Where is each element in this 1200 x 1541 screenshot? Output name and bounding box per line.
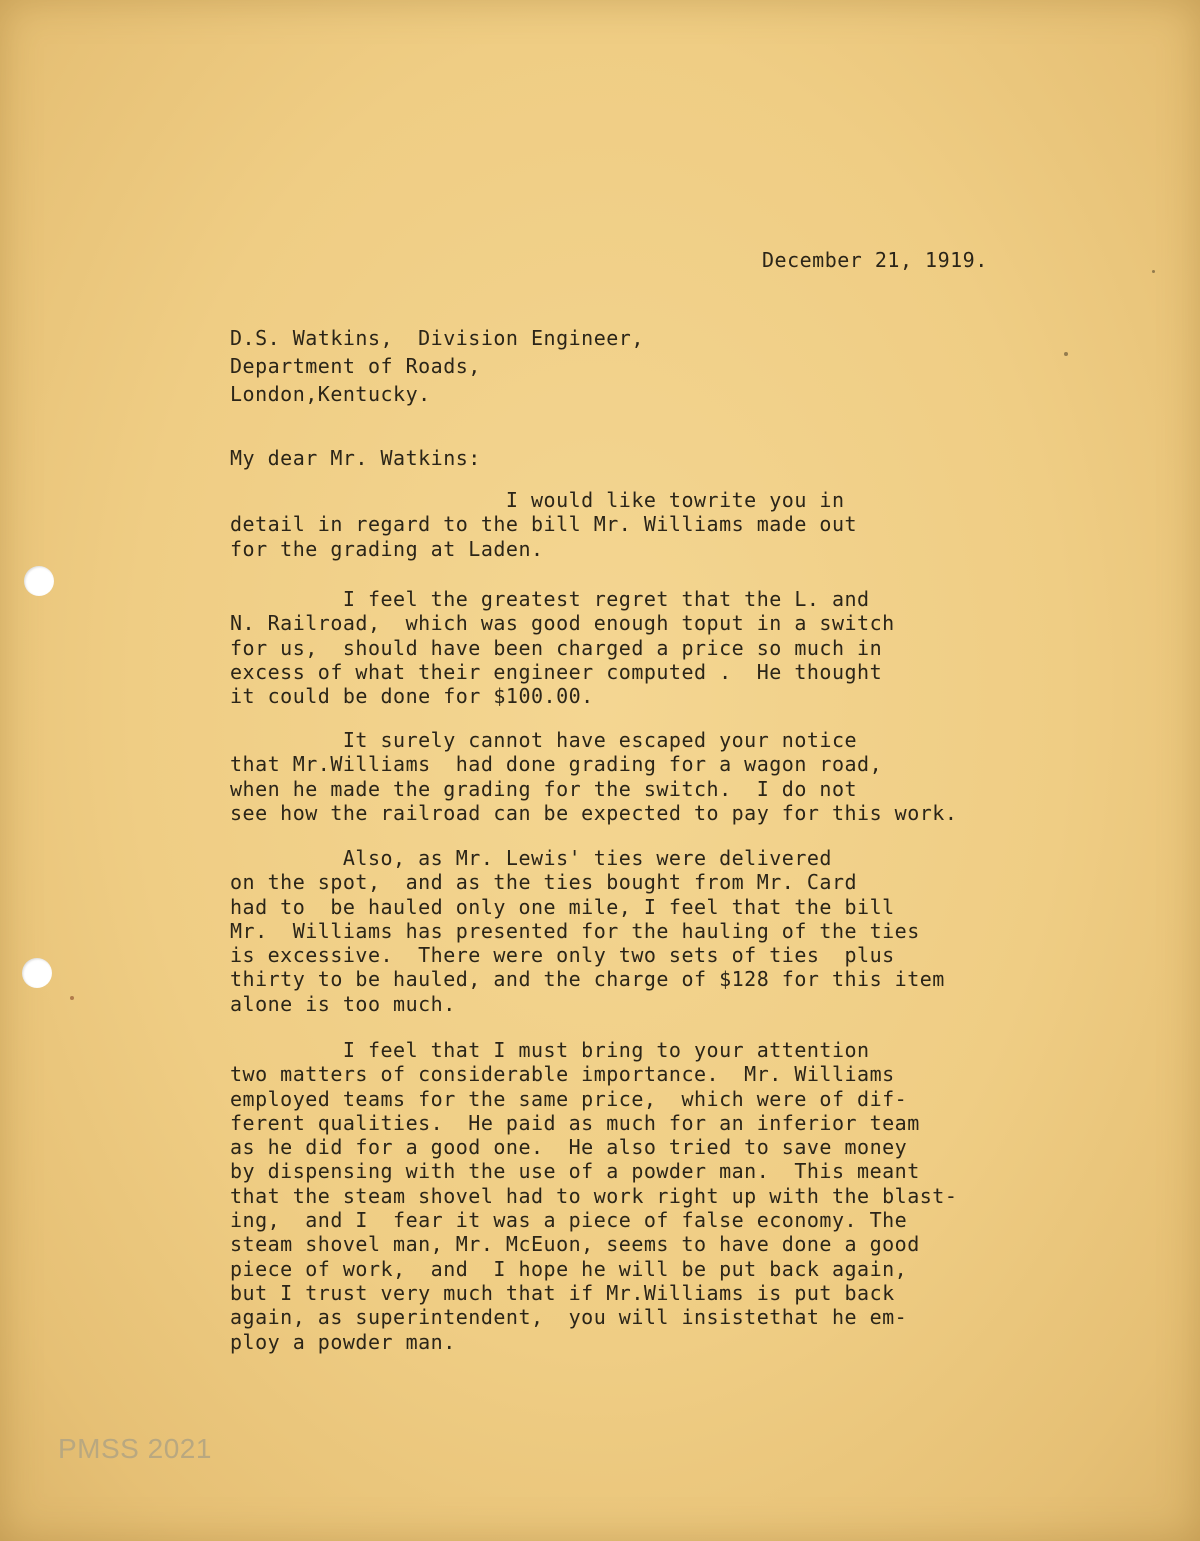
salutation: My dear Mr. Watkins: <box>230 446 481 470</box>
ink-speck <box>1152 270 1155 273</box>
recipient-department-line: Department of Roads, <box>230 354 481 378</box>
letter-date: December 21, 1919. <box>762 248 988 272</box>
punch-hole-bottom <box>22 958 52 988</box>
paragraph-teams-powder-man: I feel that I must bring to your attention two matters of considerable importance. Mr. Williams employed teams for the same price, which were of dif- ferent qualities. He paid as much for an inferior team as he did for a good one. He also tried to save money by dispensing with the use of a powder man. This meant that the steam shovel had to work right up with the blast- ing, and I fear it was a piece of false economy. The steam shovel man, Mr. McEuon, seems to have done a good piece of work, and I hope he will be put back again, but I trust very much that if Mr.Williams is put back again, as superintendent, you will insistethat he em- ploy a powder man. <box>230 1038 958 1354</box>
recipient-location-line: London,Kentucky. <box>230 382 431 406</box>
paragraph-railroad-regret: I feel the greatest regret that the L. and N. Railroad, which was good enough toput in a switch for us, should have been charged a price so much in excess of what their engineer computed . He thought it could be done for $100.00. <box>230 587 895 709</box>
paragraph-grading-bill: I would like towrite you in detail in regard to the bill Mr. Williams made out for the grading at Laden. <box>230 488 858 561</box>
paragraph-wagon-road: It surely cannot have escaped your notice that Mr.Williams had done grading for a wagon road, when he made the grading for the switch. I do not see how the railroad can be expected to pay for this work. <box>230 728 958 825</box>
punch-hole-top <box>24 566 54 596</box>
ink-speck <box>1064 352 1068 356</box>
recipient-name-line: D.S. Watkins, Division Engineer, <box>230 326 644 350</box>
archive-watermark: PMSS 2021 <box>58 1433 212 1464</box>
paragraph-tie-hauling: Also, as Mr. Lewis' ties were delivered on the spot, and as the ties bought from Mr. Card had to be hauled only one mile, I feel that the bill Mr. Williams has presented for the hauling of the ties is excessive. There were only two sets of ties plus thirty to be hauled, and the charge of $128 for this item alone is too much. <box>230 846 945 1016</box>
ink-speck <box>70 996 74 1000</box>
